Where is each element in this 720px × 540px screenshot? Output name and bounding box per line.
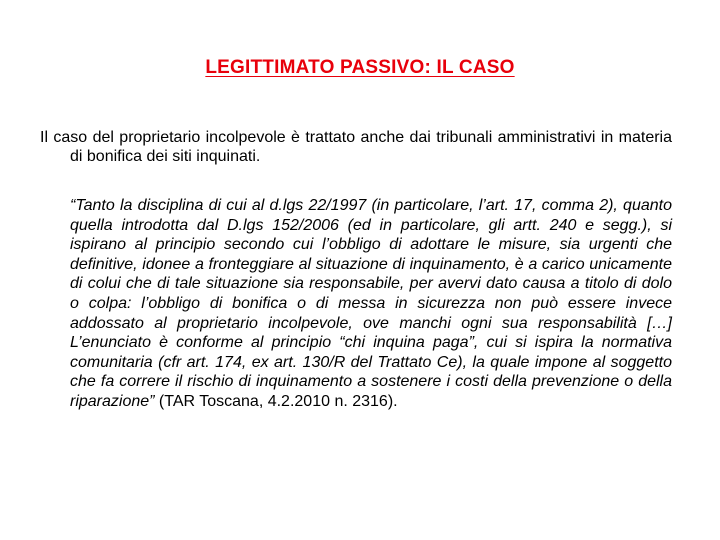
intro-paragraph: Il caso del proprietario incolpevole è trattato anche dai tribunali amministrativi in materia di bonifica dei siti inquinati. <box>40 129 672 165</box>
quote-text: “Tanto la disciplina di cui al d.lgs 22/1997 (in particolare, l’art. 17, comma 2), quanto quella introdotta dal D.lgs 152/2006 (ed in particolare, gli artt. 240 e segg.), si ispirano al principio secondo cui l’obbligo di adottare le misure, sia urgenti che definitive, idonee a fronteggiare al situazione di inquinamento, è a carico unicamente di colui che di tale situazione sia responsabile, per avervi dato causa a titolo di dolo o colpa: l’obbligo di bonifica o di messa in sicurezza non può essere invece addossato al proprietario incolpevole, ove manchi ogni sua responsabilità […] L’enunciato è conforme al principio “chi inquina paga”, cui si ispira la normativa comunitaria (cfr art. 174, ex art. 130/R del Trattato Ce), la quale impone al soggetto che fa correre il rischio di inquinamento a sostenere i costi della prevenzione o della riparazione” <box>70 197 672 410</box>
slide-title: LEGITTIMATO PASSIVO: IL CASO <box>205 57 515 78</box>
quote-citation: (TAR Toscana, 4.2.2010 n. 2316). <box>154 392 398 410</box>
quote-block <box>70 196 672 412</box>
